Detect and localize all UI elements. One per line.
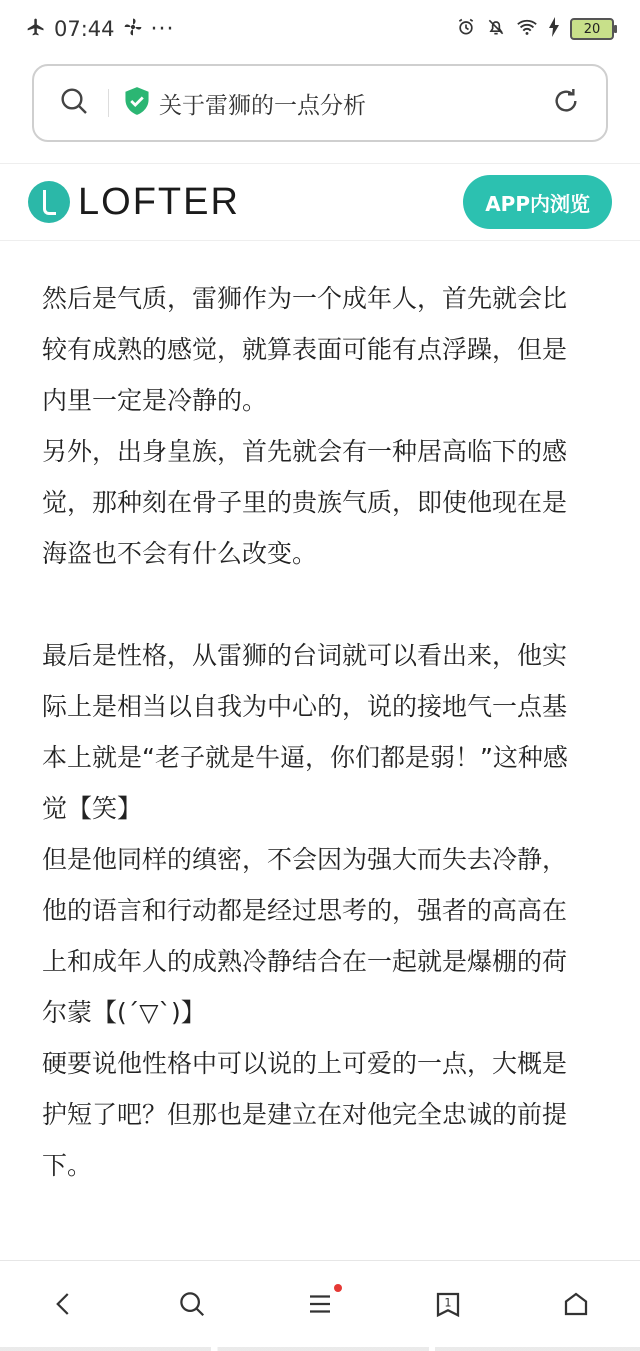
mute-bell-icon — [486, 17, 506, 41]
battery-level: 20 — [583, 21, 601, 37]
article-paragraph: 另外，出身皇族，首先就会有一种居高临下的感觉，那种刻在骨子里的贵族气质，即使他现在是海盗也不会有什么改变。 — [42, 437, 568, 568]
article-body — [42, 273, 590, 1191]
notification-dot — [334, 1284, 342, 1292]
open-in-app-button[interactable]: APP内浏览 — [463, 175, 612, 229]
site-header — [0, 163, 640, 241]
more-dots-icon: ··· — [150, 16, 175, 42]
nav-home-button[interactable] — [546, 1276, 606, 1336]
home-icon — [561, 1289, 591, 1323]
reload-icon[interactable] — [550, 85, 582, 121]
nav-search-button[interactable] — [162, 1276, 222, 1336]
status-bar — [0, 0, 640, 58]
logo-text: LOFTER — [78, 180, 240, 223]
nav-back-button[interactable] — [34, 1276, 94, 1336]
charging-icon — [548, 17, 560, 41]
article-paragraph: 最后是性格，从雷狮的台词就可以看出来，他实际上是相当以自我为中心的，说的接地气一点基本上就是“老子就是牛逼，你们都是弱！”这种感觉【笑】 — [42, 641, 568, 823]
status-right — [456, 17, 614, 41]
article-paragraph: 然后是气质，雷狮作为一个成年人，首先就会比较有成熟的感觉，就算表面可能有点浮躁，但是内里一定是冷静的。 — [42, 284, 568, 415]
status-left — [26, 17, 175, 42]
article-paragraph: 硬要说他性格中可以说的上可爱的一点，大概是护短了吧？但那也是建立在对他完全忠诚的前提下。 — [42, 1049, 568, 1180]
search-divider — [108, 89, 109, 117]
search-input[interactable]: 关于雷狮的一点分析 — [159, 92, 366, 119]
gesture-bar — [0, 1347, 640, 1351]
nav-menu-button[interactable] — [290, 1276, 350, 1336]
lofter-logo-icon — [28, 181, 70, 223]
nav-tabs-button[interactable] — [418, 1276, 478, 1336]
svg-text:1: 1 — [444, 1296, 452, 1310]
wifi-icon — [516, 17, 538, 41]
search-icon — [177, 1289, 207, 1323]
bottom-navigation — [0, 1260, 640, 1351]
tabs-count-icon — [433, 1289, 463, 1323]
secure-shield-icon — [123, 86, 151, 120]
search-bar-container — [32, 64, 608, 142]
search-icon[interactable] — [58, 85, 90, 121]
search-bar[interactable] — [32, 64, 608, 142]
article-paragraph: 但是他同样的缜密，不会因为强大而失去冷静，他的语言和行动都是经过思考的，强者的高高在上和成年人的成熟冷静结合在一起就是爆棚的荷尔蒙【(´▽`)】 — [42, 845, 568, 1027]
airplane-icon — [26, 17, 46, 42]
alarm-icon — [456, 17, 476, 41]
menu-icon — [305, 1289, 335, 1323]
lofter-logo[interactable] — [28, 181, 240, 224]
battery-indicator — [570, 18, 614, 40]
status-time: 07:44 — [54, 17, 115, 41]
back-arrow-icon — [49, 1289, 79, 1323]
fan-icon — [123, 17, 143, 42]
paragraph-spacer — [42, 579, 590, 630]
